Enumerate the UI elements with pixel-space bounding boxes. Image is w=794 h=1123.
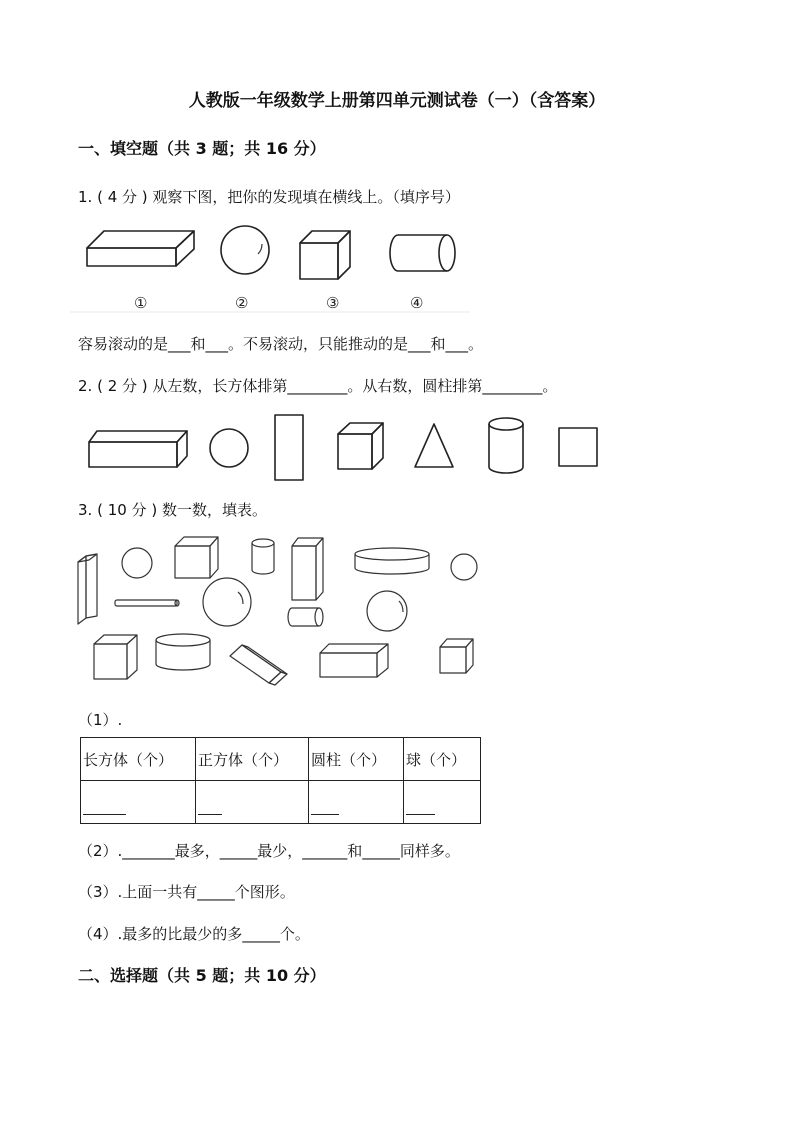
- q2-figure: [80, 410, 610, 485]
- question-3-sub2: （2）._______最多，_____最少，______和_____同样多。: [78, 842, 460, 860]
- header-cuboid: 长方体（个）: [81, 738, 196, 781]
- header-cylinder: 圆柱（个）: [309, 738, 404, 781]
- header-cube: 正方体（个）: [196, 738, 309, 781]
- figure-label-3: ③: [326, 294, 340, 312]
- cuboid-shape-1: [87, 231, 194, 266]
- question-3-sub1: （1）.: [78, 711, 123, 729]
- answer-cell-cuboid[interactable]: [81, 781, 196, 824]
- cube-shape-3: [300, 231, 350, 279]
- question-1-prompt: 1. ( 4 分 ) 观察下图，把你的发现填在横线上。（填序号）: [78, 188, 460, 206]
- table-header-row: [81, 738, 481, 781]
- page-title: 人教版一年级数学上册第四单元测试卷（一）（含答案）: [188, 91, 606, 111]
- question-1-answer-line: 容易滚动的是___和___。不易滚动，只能推动的是___和___。: [78, 335, 484, 353]
- answer-cell-sphere[interactable]: [404, 781, 481, 824]
- answer-cell-cylinder[interactable]: [309, 781, 404, 824]
- question-3-prompt: 3. ( 10 分 ) 数一数，填表。: [78, 501, 267, 519]
- circle-shape: [210, 429, 248, 467]
- sphere-shape-2: [221, 226, 269, 274]
- question-3-sub3: （3）.上面一共有_____个图形。: [78, 883, 295, 901]
- q3-figure: [70, 532, 490, 692]
- table-answer-row: [81, 781, 481, 824]
- figure-label-1: ①: [134, 294, 148, 312]
- header-sphere: 球（个）: [404, 738, 481, 781]
- question-2-prompt: 2. ( 2 分 ) 从左数，长方体排第________。从右数，圆柱排第________。: [78, 377, 558, 395]
- section-2-heading: 二、选择题（共 5 题；共 10 分）: [78, 966, 326, 985]
- q1-figure: [70, 218, 470, 318]
- figure-label-2: ②: [235, 294, 249, 312]
- tall-rectangle-shape: [275, 415, 303, 480]
- cuboid-shape: [89, 431, 187, 467]
- square-shape: [559, 428, 597, 466]
- figure-label-4: ④: [410, 294, 424, 312]
- question-3-sub4: （4）.最多的比最少的多_____个。: [78, 925, 310, 943]
- cylinder-shape-4: [390, 235, 455, 271]
- triangle-shape: [415, 424, 453, 467]
- tally-table: [80, 737, 481, 824]
- cube-shape: [338, 423, 383, 469]
- answer-cell-cube[interactable]: [196, 781, 309, 824]
- section-1-heading: 一、填空题（共 3 题；共 16 分）: [78, 139, 326, 158]
- cylinder-shape: [489, 418, 523, 473]
